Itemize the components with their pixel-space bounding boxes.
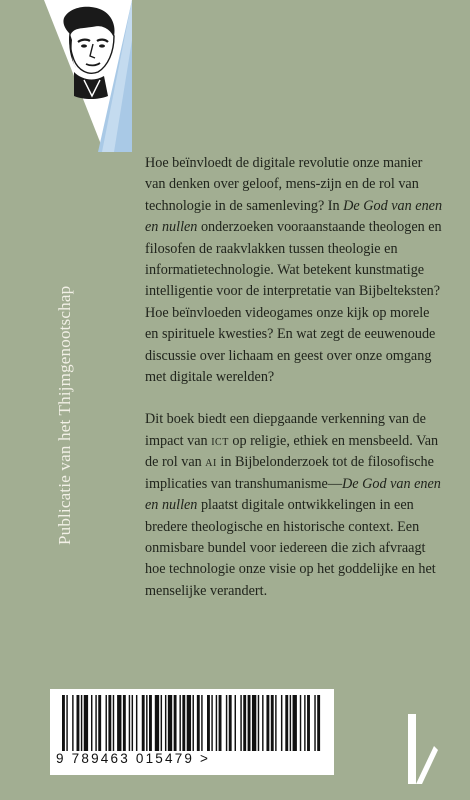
- barcode-bar: [293, 695, 297, 751]
- isbn-digits: 9 789463 015479 >: [56, 751, 211, 766]
- barcode-bar: [229, 695, 232, 751]
- barcode-bar: [187, 695, 191, 751]
- ict-smallcaps: ict: [211, 432, 229, 449]
- barcode-bar: [81, 695, 82, 751]
- barcode-bar: [106, 695, 107, 751]
- barcode-bar: [193, 695, 194, 751]
- barcode-bar: [207, 695, 210, 751]
- barcode-bar: [113, 695, 114, 751]
- back-cover-blurb: [145, 153, 445, 602]
- imprint-vertical-text: Publicatie van het Thijmgenootschap: [55, 285, 74, 545]
- barcode-bar: [146, 695, 147, 751]
- barcode-bar: [197, 695, 200, 751]
- barcode-bar: [142, 695, 145, 751]
- barcode-bar: [66, 695, 67, 751]
- barcode-bar: [84, 695, 88, 751]
- barcode-bar: [165, 695, 166, 751]
- barcode-bar: [271, 695, 274, 751]
- barcode-bar: [285, 695, 288, 751]
- barcode-bar: [155, 695, 159, 751]
- barcode-bar: [136, 695, 137, 751]
- blurb-p2-text-c: in Bijbelonderzoek tot de filosofische implicaties van transhumanisme—: [145, 454, 434, 492]
- thijmgenootschap-portrait-logo-icon: [44, 0, 132, 152]
- barcode-bar: [182, 695, 185, 751]
- barcode-bar: [266, 695, 269, 751]
- blurb-p2-text-a: Dit boek biedt een diepgaande verkenning van de impact van: [145, 411, 426, 449]
- barcode-bar: [161, 695, 162, 751]
- book-title-italic: De God van enen en nullen: [145, 197, 443, 236]
- ai-smallcaps: ai: [205, 454, 217, 471]
- blurb-p2-text-b: op religie, ethiek en mensbeeld. Van de rol van: [145, 432, 439, 471]
- barcode-bar: [129, 695, 130, 751]
- barcode-bars: [58, 695, 326, 751]
- barcode-bar: [117, 695, 121, 751]
- barcode-bar: [314, 695, 315, 751]
- barcode-bar: [77, 695, 80, 751]
- barcode-bar: [62, 695, 65, 751]
- barcode-bar: [304, 695, 305, 751]
- barcode-bar: [91, 695, 92, 751]
- barcode-bar: [95, 695, 96, 751]
- barcode-bar: [149, 695, 152, 751]
- barcode-bar: [201, 695, 202, 751]
- barcode-bar: [252, 695, 256, 751]
- barcode-bar: [248, 695, 251, 751]
- barcode-bar: [290, 695, 291, 751]
- barcode-bar: [240, 695, 241, 751]
- barcode-bar: [317, 695, 320, 751]
- blurb-p1-text-b: onderzoeken vooraanstaande theologen en filosofen de raakvlakken tussen theologie en informatietechnologie. Wat betekent kunstmatige intelligentie voor de interpretatie van Bijbelteksten? Hoe beïnvloeden videogames onze kijk op morele en spirituele kwesties? En wat zegt de eeuwenoude discussie over lichaam en geest over onze omgang met digitale werelden?: [145, 219, 442, 386]
- barcode-bar: [219, 695, 222, 751]
- blurb-p1-text-a: Hoe beïnvloedt de digitale revolutie onze manier van denken over geloof, mens-zijn en de rol van technologie in de samenleving? In: [145, 155, 423, 214]
- barcode-bar: [226, 695, 227, 751]
- barcode-bar: [168, 695, 172, 751]
- barcode-bar: [243, 695, 246, 751]
- barcode-bar: [275, 695, 276, 751]
- blurb-paragraph-2: [145, 409, 445, 602]
- barcode-bar: [235, 695, 236, 751]
- barcode-bar: [307, 695, 310, 751]
- barcode-bar: [123, 695, 126, 751]
- barcode-bar: [211, 695, 212, 751]
- barcode-bar: [281, 695, 282, 751]
- barcode-bar: [262, 695, 263, 751]
- barcode-bar: [300, 695, 301, 751]
- barcode-bar: [258, 695, 259, 751]
- book-title-italic: De God van enen en nullen: [145, 475, 441, 514]
- barcode-bar: [108, 695, 111, 751]
- barcode-bar: [174, 695, 177, 751]
- barcode-bar: [216, 695, 217, 751]
- barcode-bar: [72, 695, 73, 751]
- blurb-paragraph-1: [145, 153, 445, 388]
- barcode-bar: [98, 695, 101, 751]
- isbn-barcode: [50, 689, 334, 775]
- blurb-p2-text-d: plaatst digitale ontwikkelingen in een bredere theologische en historische context. Een onmisbare bundel voor iedereen die zich afvraagt hoe technologie onze visie op het goddelijke en het menselijke verandert.: [145, 497, 436, 599]
- barcode-bar: [132, 695, 133, 751]
- barcode-bar: [179, 695, 180, 751]
- publisher-logo-icon: [400, 710, 440, 788]
